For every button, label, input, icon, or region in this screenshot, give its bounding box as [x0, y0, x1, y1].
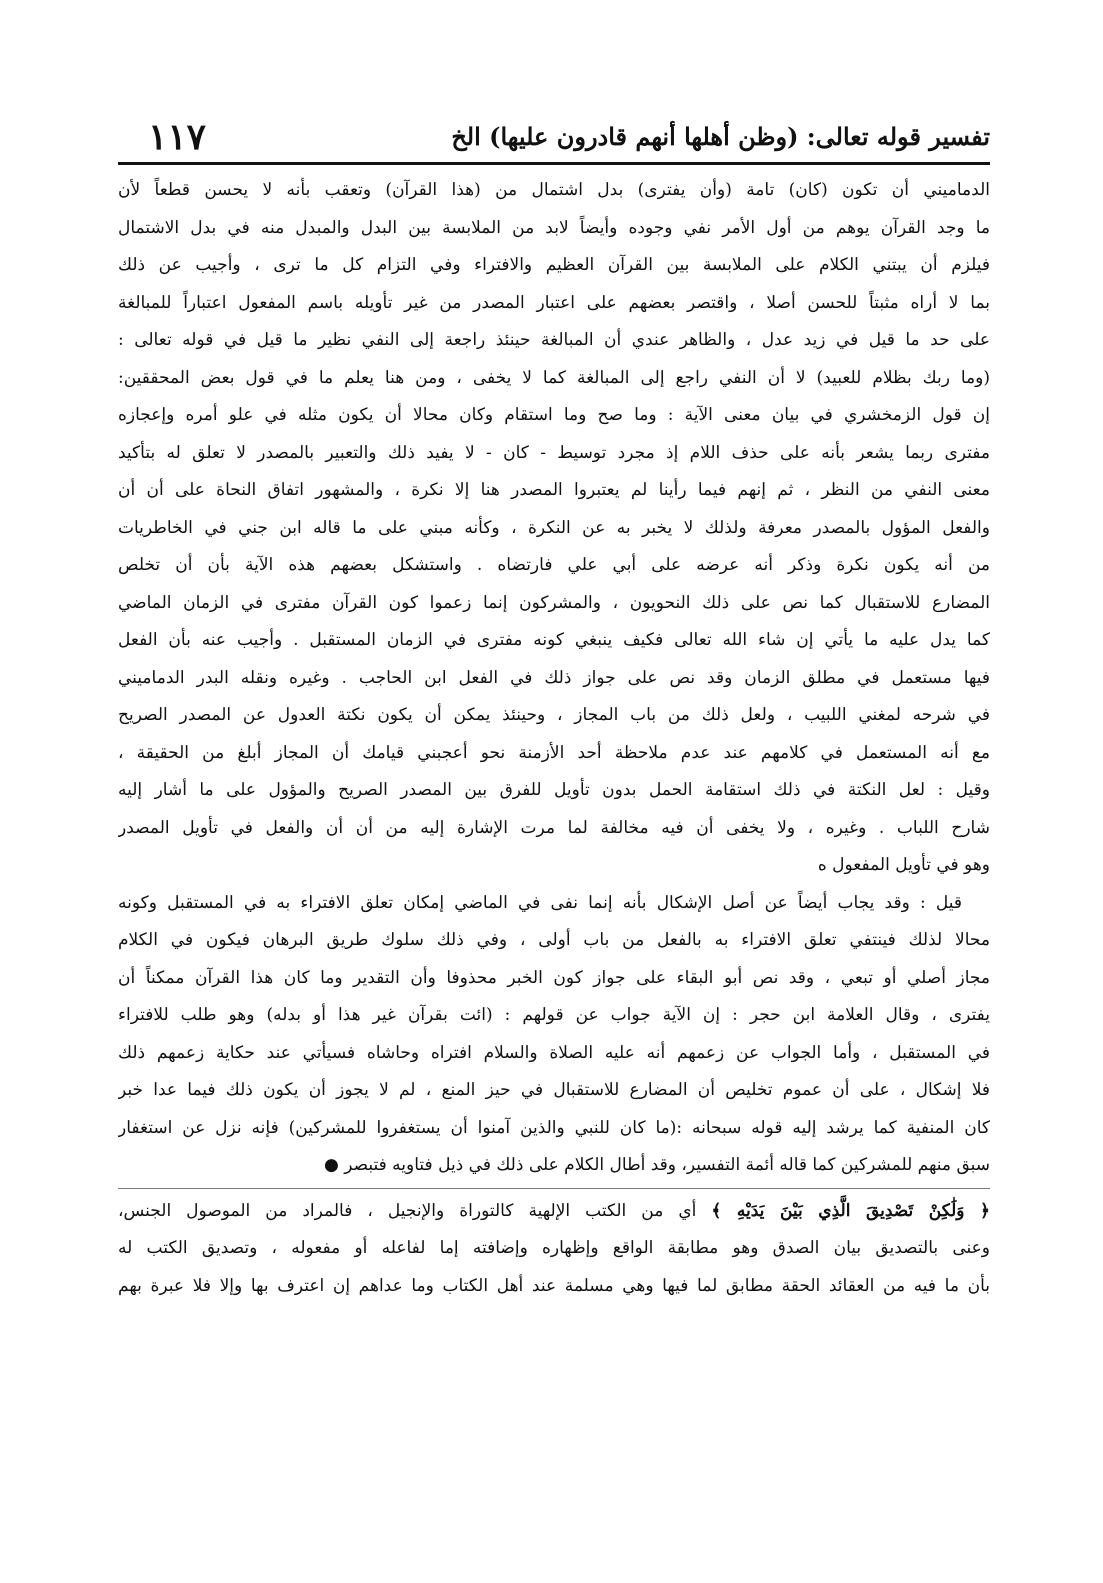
page-header: [118, 112, 990, 160]
text-line: بأن ما فيه من العقائد الحقة مطابق لما فيها وهي مسلمة عند أهل الكتاب وما عداهم إن اعترف بها وإلا فلا عبرة بهم: [118, 1275, 990, 1296]
paragraph-3: [118, 1193, 990, 1306]
text-line: الدماميني أن تكون (كان) تامة (وأن يفترى) بدل اشتمال من (هذا القرآن) وتعقب بأنه لا يحسن قطعاً لأن: [118, 180, 990, 200]
text-line: (وما ربك بظلام للعبيد) لا أن النفي راجع إلى المبالغة كما لا يخفى ، ومن هنا يعلم ما في قول بعض المحققين:: [118, 367, 990, 388]
text-line: بما لا أراه مثبتاً للحسن أصلا ، واقتصر بعضهم على اعتبار المصدر من غير تأويله باسم المفعول اعتباراً للمبالغة: [118, 292, 990, 313]
text-line: محالا لذلك فينتفي تعلق الافتراء به بالفعل من باب أولى ، وفي ذلك سلوك طريق البرهان فيكون في الكلام: [118, 930, 990, 950]
text-line: المضارع للاستقبال كما نص على ذلك النحويون ، والمشركون إنما زعموا كون القرآن مفترى في الزمان الماضي: [118, 592, 990, 613]
text-line: والفعل المؤول بالمصدر معرفة ولذلك لا يخبر به عن النكرة ، وكأنه مبني على ما قاله ابن جني في الخاطريات: [118, 517, 990, 538]
body-text: [118, 172, 990, 1305]
verse-commentary: أي من الكتب الإلهية كالتوراة والإنجيل ، فالمراد من الموصول الجنس،: [118, 1200, 697, 1221]
text-line: مع أنه المستعمل في كلامهم عند عدم ملاحظة أحد الأزمنة نحو أعجبني قيامك أن المجاز أبلغ من الحقيقة ،: [118, 742, 990, 763]
text-line: وعنى بالتصديق بيان الصدق وهو مطابقة الواقع وإظهاره وإضافته إما لفاعله أو مفعوله ، وتصديق الكتب له: [118, 1238, 990, 1258]
text-line: وهو في تأويل المفعول ه: [817, 855, 990, 875]
text-line: معنى النفي من النظر ، ثم إنهم فيما رأينا لم يعتبروا المصدر هنا إلا نكرة ، والمشهور اتفاق النحاة على أن أن: [118, 480, 990, 500]
text-line: سبق منهم للمشركين كما قاله أئمة التفسير، وقد أطال الكلام على ذلك في ذيل فتاويه فتبصر ●: [324, 1155, 990, 1175]
running-title: تفسير قوله تعالى: (وظن أهلها أنهم قادرون عليها) الخ: [451, 122, 990, 151]
section-divider: [118, 1188, 990, 1189]
paragraph-1: [118, 172, 990, 885]
text-line: قيل : وقد يجاب أيضاً عن أصل الإشكال بأنه إنما نفى في الماضي إمكان تعلق الافتراء به في المستقبل وكونه: [118, 892, 962, 913]
text-line: ما وجد القرآن يوهم من أول الأمر نفي وجوده وأيضاً لابد من الملابسة بين البدل والمبدل منه في بدل الاشتمال: [118, 217, 990, 238]
text-line: كما يدل عليه ما يأتي إن شاء الله تعالى فكيف ينبغي كونه مفترى في الزمان المستقبل . وأجيب عنه بأن الفعل: [118, 630, 990, 650]
text-line: فيلزم أن يبتني الكلام على الملابسة بين القرآن العظيم والافتراء وفي التزام كل ما ترى ، وأجيب عن ذلك: [118, 255, 990, 275]
text-line: مفترى ربما يشعر بأنه على حذف اللام إذ مجرد توسيط - كان - لا يفيد ذلك والتعبير بالمصدر لا تعلق له بتأكيد: [118, 442, 990, 463]
text-line: في شرحه لمغني اللبيب ، ولعل ذلك من باب المجاز ، وحينئذ يمكن أن يكون نكتة العدول عن المصدر الصريح: [118, 705, 990, 725]
page-number: ١١٧: [148, 116, 207, 158]
paragraph-2: [118, 885, 990, 1185]
text-line: مجاز أصلي أو تبعي ، وقد نص أبو البقاء على جواز كون الخبر محذوفا وأن التقدير وما كان هذا القرآن ممكناً أن: [118, 967, 990, 988]
text-line: إن قول الزمخشري في بيان معنى الآية : وما صح وما استقام وكان محالا أن يكون مثله في علو أمره وإعجازه: [118, 405, 990, 425]
text-line: كان المنفية كما يرشد إليه قوله سبحانه :(ما كان للنبي والذين آمنوا أن يستغفروا للمشركين) فإنه نزل عن استغفار: [118, 1117, 990, 1138]
text-line: فيها مستعمل في مطلق الزمان وقد نص على جواز ذلك في الفعل ابن الحاجب . وغيره ونقله البدر الدماميني: [118, 667, 990, 688]
text-line: في المستقبل ، وأما الجواب عن زعمهم أنه عليه الصلاة والسلام افتراه وحاشاه فسيأتي عند حكاية زعمهم ذلك: [118, 1042, 990, 1063]
text-line: على حد ما قيل في زيد عدل ، والظاهر عندي أن المبالغة حينئذ راجعة إلى النفي نظير ما قيل في قوله تعالى :: [118, 330, 990, 350]
quran-verse: ﴿ وَلَٰكِنْ تَصْدِيقَ الَّذِي بَيْنَ يَدَيْهِ ﴾: [711, 1200, 990, 1221]
text-line: شارح اللباب . وغيره ، ولا يخفى أن فيه مخالفة لما مرت الإشارة إليه من أن أن والفعل في تأويل المصدر: [118, 817, 990, 838]
text-line: وقيل : لعل النكتة في ذلك استقامة الحمل بدون تأويل للفرق بين المصدر الصريح والمؤول على ما أشار إليه: [118, 780, 990, 800]
header-rule: [118, 162, 990, 165]
verse-line: [118, 1193, 990, 1231]
text-line: يفترى ، وقال العلامة ابن حجر : إن الآية جواب عن قولهم : (ائت بقرآن غير هذا أو بدله) وهو طلب للافتراء: [118, 1005, 990, 1025]
text-line: فلا إشكال ، على أن عموم تخليص أن المضارع للاستقبال في حيز المنع ، لم لا يجوز أن يكون ذلك فيما عدا خبر: [118, 1080, 990, 1100]
text-line: من أنه يكون نكرة وذكر أنه عرضه على أبي علي فارتضاه . واستشكل بعضهم هذه الآية بأن أن تخلص: [118, 555, 990, 575]
